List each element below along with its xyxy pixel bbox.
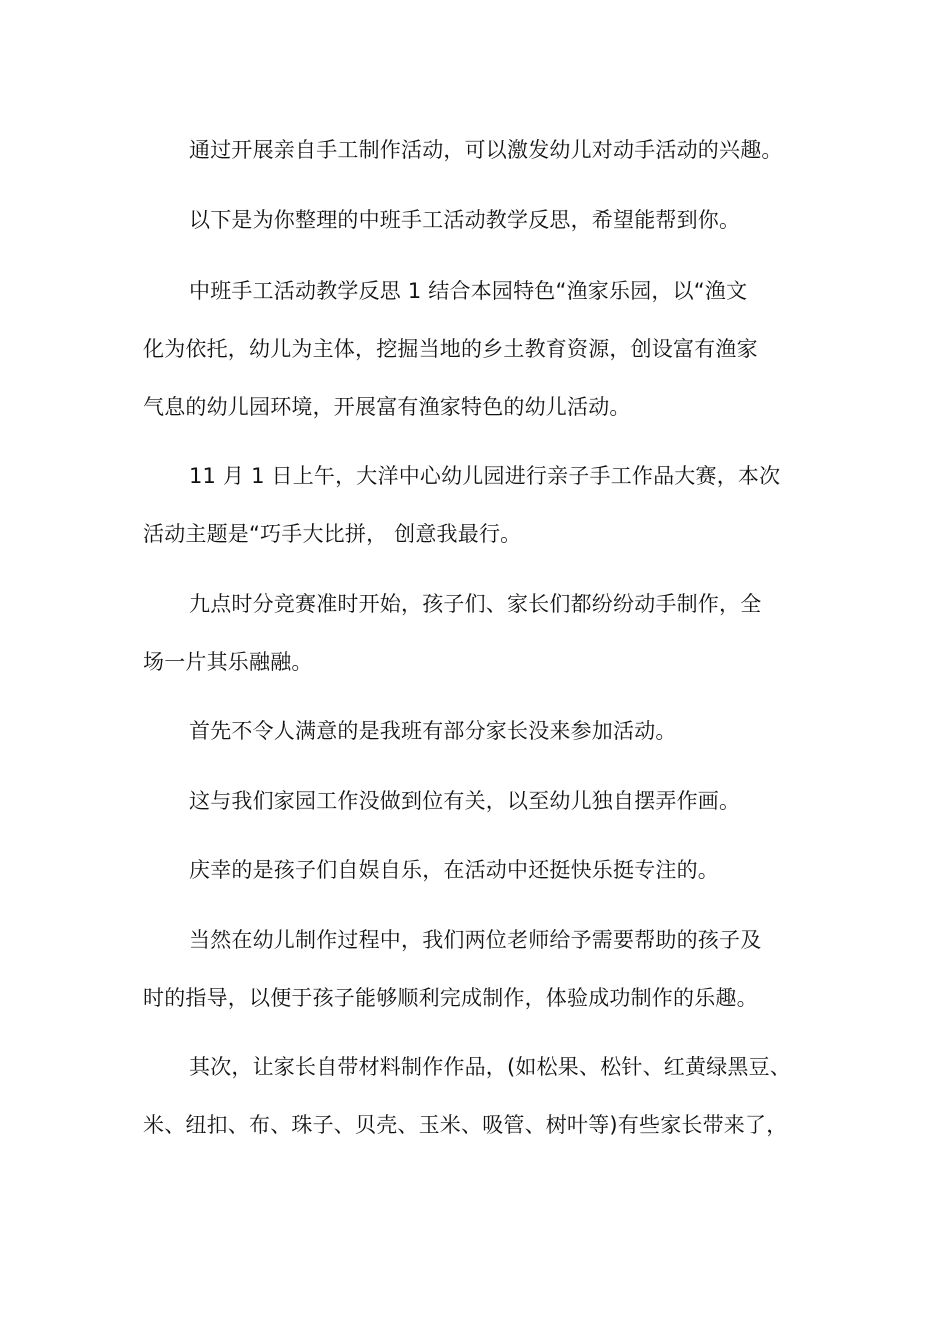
paragraph-line: 场一片其乐融融。 bbox=[143, 650, 313, 674]
paragraph-line: 时的指导，以便于孩子能够顺利完成制作，体验成功制作的乐趣。 bbox=[143, 986, 758, 1010]
paragraph-line: 当然在幼儿制作过程中，我们两位老师给予需要帮助的孩子及 bbox=[189, 928, 762, 952]
paragraph-line: 通过开展亲自手工制作活动，可以激发幼儿对动手活动的兴趣。 bbox=[189, 138, 783, 162]
paragraph-line: 活动主题是“巧手大比拼， 创意我最行。 bbox=[143, 522, 522, 546]
paragraph-line: 以下是为你整理的中班手工活动教学反思，希望能帮到你。 bbox=[189, 208, 741, 232]
paragraph-line: 首先不令人满意的是我班有部分家长没来参加活动。 bbox=[189, 719, 677, 743]
paragraph-line: 这与我们家园工作没做到位有关，以至幼儿独自摆弄作画。 bbox=[189, 789, 741, 813]
paragraph-line: 11 月 1 日上午，大洋中心幼儿园进行亲子手工作品大赛，本次 bbox=[189, 464, 781, 488]
paragraph-line: 气息的幼儿园环境，开展富有渔家特色的幼儿活动。 bbox=[143, 395, 631, 419]
paragraph-line: 九点时分竞赛准时开始，孩子们、家长们都纷纷动手制作，全 bbox=[189, 592, 762, 616]
paragraph-line: 米、纽扣、布、珠子、贝壳、玉米、吸管、树叶等)有些家长带来了， bbox=[143, 1113, 788, 1137]
paragraph-line: 化为依托，幼儿为主体，挖掘当地的乡土教育资源，创设富有渔家 bbox=[143, 337, 758, 361]
paragraph-line: 庆幸的是孩子们自娱自乐，在活动中还挺快乐挺专注的。 bbox=[189, 858, 719, 882]
paragraph-line: 中班手工活动教学反思 1 结合本园特色“渔家乐园，以“渔文 bbox=[189, 279, 748, 303]
paragraph-line: 其次，让家长自带材料制作作品，(如松果、松针、红黄绿黑豆、 bbox=[189, 1055, 791, 1079]
